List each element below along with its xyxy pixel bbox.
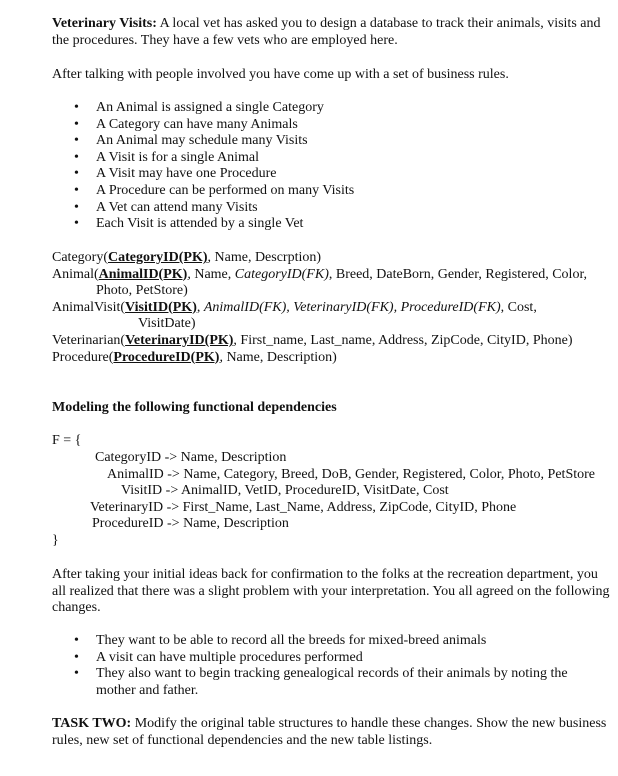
intro-paragraph [52,16,614,49]
list-item-continuation: mother and father. [96,682,199,698]
changes-list [52,633,614,699]
task-paragraph [52,716,614,749]
attributes: , Cost, [500,299,537,315]
primary-key: ProcedureID(PK) [113,349,220,365]
table-name: Category( [52,250,108,265]
rules-intro: After talking with people involved you have come up with a set of business rules. [52,67,509,82]
schema-procedure [52,350,614,367]
primary-key: CategoryID(PK) [107,250,208,265]
table-name: Veterinarian( [52,332,126,348]
schema-category [52,250,614,267]
fd-close: } [52,533,59,548]
attributes: , Name, [187,266,235,282]
primary-key: AnimalID(PK) [98,266,188,282]
schema-animal [52,267,614,284]
intro-text: A local vet has asked you to design a database to track their animals, visits and the procedures. They have a few vets who are employed here. [52,16,601,48]
fd-line: VeterinaryID -> First_Name, Last_Name, Address, ZipCode, CityID, Phone [90,500,517,515]
attributes: , Name, Description) [219,349,337,365]
table-name: Procedure( [52,349,114,365]
attributes: , [196,299,204,315]
fd-line: VisitID -> AnimalID, VetID, ProcedureID, VisitDate, Cost [121,483,449,498]
intro-title: Veterinary Visits: [52,16,157,31]
changes-intro: After taking your initial ideas back for confirmation to the folks at the recreation department, you all realized that there was a slight problem with your interpretation. You all agreed on the following changes. [52,567,610,616]
table-name: AnimalVisit( [52,299,126,315]
list-item: • They also want to begin tracking genealogical records of their animals by noting the [52,666,614,683]
schema-visit [52,300,614,317]
foreign-key: AnimalID(FK), VeterinaryID(FK), ProcedureID(FK) [203,299,501,315]
attributes: , Breed, DateBorn, Gender, Registered, Color, [328,266,588,282]
list-item: • An Animal may schedule many Visits [52,133,614,150]
fd-open: F = { [52,433,82,448]
list-item: • An Animal is assigned a single Category [52,100,614,117]
list-item: • A Category can have many Animals [52,117,614,134]
primary-key: VisitID(PK) [125,299,197,315]
task-title: TASK TWO: [52,716,132,731]
attributes: , First_name, Last_name, Address, ZipCode, CityID, Phone) [233,332,573,348]
schema-vet [52,333,614,350]
fd-line: CategoryID -> Name, Description [95,450,287,465]
list-item: • Each Visit is attended by a single Vet [52,216,614,233]
business-rules-list [52,100,614,233]
list-item: • A Visit is for a single Animal [52,150,614,167]
schema-listing [52,250,614,366]
fd-heading: Modeling the following functional dependencies [52,400,337,415]
list-item: • A Procedure can be performed on many Visits [52,183,614,200]
list-item: • They want to be able to record all the breeds for mixed-breed animals [52,633,614,650]
schema-animal-cont: Photo, PetStore) [96,283,188,299]
fd-line: AnimalID -> Name, Category, Breed, DoB, Gender, Registered, Color, Photo, PetStore [107,467,595,482]
list-item: • A Visit may have one Procedure [52,166,614,183]
foreign-key: CategoryID(FK) [234,266,329,282]
attributes: , Name, Descrption) [207,250,322,265]
list-item: • A Vet can attend many Visits [52,200,614,217]
primary-key: VeterinaryID(PK) [125,332,234,348]
list-item: • A visit can have multiple procedures performed [52,650,614,667]
table-name: Animal( [52,266,99,282]
task-text: Modify the original table structures to handle these changes. Show the new business rules, new set of functional dependencies and the new table listings. [52,716,607,748]
schema-visit-cont: VisitDate) [138,316,196,332]
fd-line: ProcedureID -> Name, Description [92,516,289,531]
